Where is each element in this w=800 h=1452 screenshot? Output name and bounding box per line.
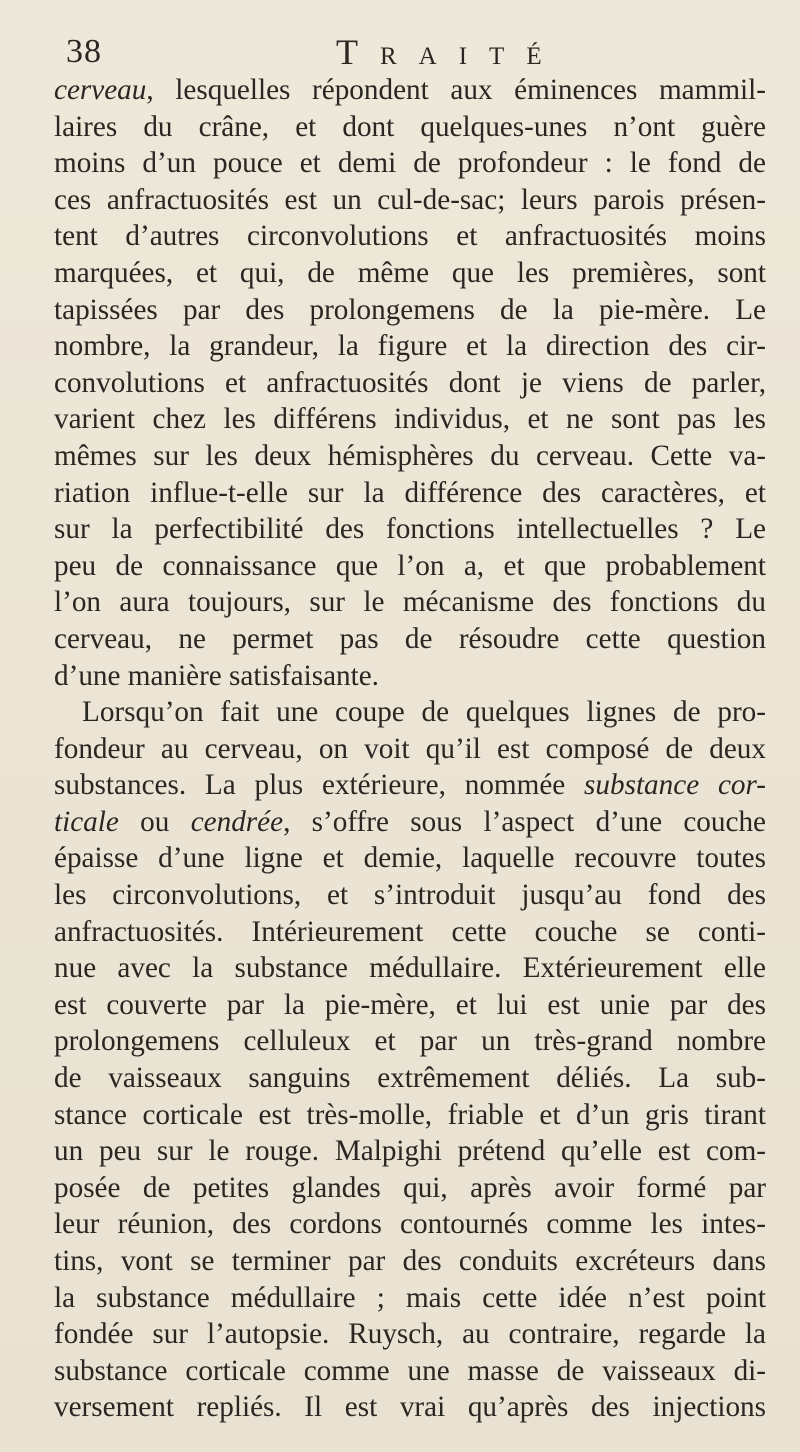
text-segment: ou bbox=[118, 805, 191, 838]
text-segment: , s’offre sous l’aspect d’une couche bbox=[283, 805, 766, 838]
text-line-37: versement repliés. Il est vrai qu’après des injections bbox=[54, 1391, 766, 1424]
text-line-36: substance corticale comme une masse de vaisseaux di- bbox=[54, 1354, 766, 1387]
text-line-6: marquées, et qui, de même que les premières, sont bbox=[54, 256, 766, 289]
italic-term-substance-corticale: substance cor- bbox=[584, 769, 767, 802]
text-line-34: la substance médullaire ; mais cette idée n’est point bbox=[54, 1281, 766, 1314]
italic-term-cerveau: cerveau bbox=[54, 74, 147, 106]
text-line-23: les circonvolutions, et s’introduit jusqu’au fond des bbox=[54, 879, 766, 912]
page-header bbox=[66, 26, 766, 74]
text-line-26: est couverte par la pie-mère, et lui est unie par des bbox=[54, 988, 766, 1021]
text-line-19: fondeur au cerveau, on voit qu’il est composé de deux bbox=[54, 732, 766, 765]
text-line-1 bbox=[54, 72, 766, 109]
text-line-2: laires du crâne, et dont quelques-unes n’ont guère bbox=[54, 110, 766, 143]
text-segment: substances. La plus extérieure, nommée bbox=[54, 769, 585, 802]
text-line-9: convolutions et anfractuosités dont je viens de parler, bbox=[54, 366, 766, 399]
text-line-21 bbox=[54, 804, 766, 841]
text-line-28: de vaisseaux sanguins extrêmement déliés. La sub- bbox=[54, 1062, 766, 1095]
text-line-4: ces anfractuosités est un cul-de-sac; leurs parois présen- bbox=[54, 183, 766, 216]
text-segment: , lesquelles répondent aux éminences mammil- bbox=[146, 74, 766, 106]
text-line-33: tins, vont se terminer par des conduits excréteurs dans bbox=[54, 1245, 766, 1277]
text-line-15: l’on aura toujours, sur le mécanisme des fonctions du bbox=[54, 586, 766, 619]
text-line-17: d’une manière satisfaisante. bbox=[54, 659, 379, 692]
text-line-20 bbox=[54, 767, 766, 804]
text-line-27: prolongemens celluleux et par un très-grand nombre bbox=[54, 1025, 766, 1058]
text-line-31: posée de petites glandes qui, après avoir formé par bbox=[54, 1171, 766, 1204]
text-line-29: stance corticale est très-molle, friable et d’un gris tirant bbox=[54, 1098, 766, 1131]
body-text bbox=[54, 72, 766, 1426]
text-line-3: moins d’un pouce et demi de profondeur : le fond de bbox=[54, 147, 766, 180]
text-line-25: nue avec la substance médullaire. Extérieurement elle bbox=[54, 952, 766, 985]
text-line-18: Lorsqu’on fait une coupe de quelques lignes de pro- bbox=[82, 696, 766, 729]
running-head: Traité bbox=[336, 32, 564, 72]
text-line-5: tent d’autres circonvolutions et anfractuosités moins bbox=[54, 220, 766, 253]
italic-term-cendree: cendrée bbox=[190, 805, 284, 838]
text-line-30: un peu sur le rouge. Malpighi prétend qu’elle est com- bbox=[54, 1135, 766, 1168]
text-line-13: sur la perfectibilité des fonctions intellectuelles ? Le bbox=[54, 513, 766, 546]
text-line-8: nombre, la grandeur, la figure et la direction des cir- bbox=[54, 330, 766, 363]
text-line-11: mêmes sur les deux hémisphères du cerveau. Cette va- bbox=[54, 439, 766, 472]
text-line-12: riation influe-t-elle sur la différence des caractères, et bbox=[54, 476, 766, 509]
page-number: 38 bbox=[66, 33, 102, 70]
text-line-7: tapissées par des prolongemens de la pie-mère. Le bbox=[54, 293, 766, 326]
text-line-16: cerveau, ne permet pas de résoudre cette question bbox=[54, 622, 766, 655]
text-line-22: épaisse d’une ligne et demie, laquelle recouvre toutes bbox=[54, 842, 766, 875]
italic-term-ticale: ticale bbox=[54, 805, 119, 838]
text-line-35: fondée sur l’autopsie. Ruysch, au contraire, regarde la bbox=[54, 1318, 766, 1351]
text-line-10: varient chez les différens individus, et ne sont pas les bbox=[54, 403, 766, 436]
text-line-32: leur réunion, des cordons contournés comme les intes- bbox=[54, 1208, 766, 1241]
text-line-14: peu de connaissance que l’on a, et que probablement bbox=[54, 549, 766, 582]
text-line-24: anfractuosités. Intérieurement cette couche se conti- bbox=[54, 915, 766, 948]
